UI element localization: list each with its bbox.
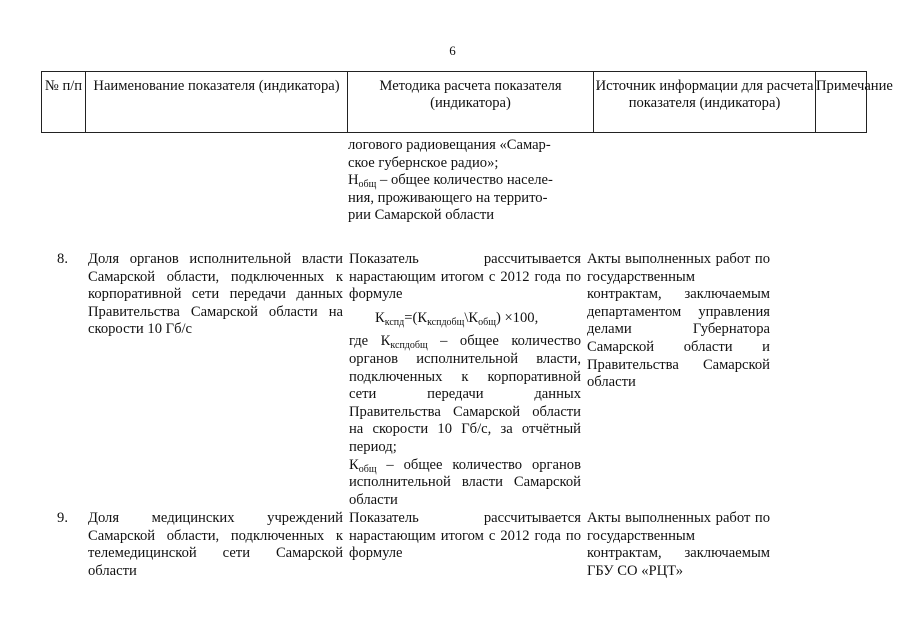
header-col-method: Методика расчета показателя (индикатора) xyxy=(347,72,593,132)
continued-method-text xyxy=(348,137,580,225)
row8-indicator-name: Доля органов исполнительной власти Самарской области, подключенных к корпоративной сети передачи данных Правительства Самарской области на скорости 10 Гб/с xyxy=(88,251,343,338)
row8-method-where: где $К_{кспдобщ}$ – общее количество органов исполнительной власти, подключенных к корпоративной сети передачи данных Правительства Самарской области на скорости 10 Гб/с, за отчётный период; xyxy=(349,333,581,455)
row8-source: Акты выполненных работ по государственным контрактам, заключаемым департаментом управления делами Губернатора Самарской области и Правительства Самарской области xyxy=(587,251,770,391)
header-col-note: Примечание xyxy=(815,72,866,132)
continued-line: $Н_{общ}$ – общее количество населе- xyxy=(348,172,553,191)
row8-method-intro: Показатель рассчитывается нарастающим итогом с 2012 года по формуле xyxy=(349,251,581,303)
row8-method xyxy=(349,251,581,509)
row8-number: 8. xyxy=(57,251,68,267)
continued-line: ния, проживающего на террито- xyxy=(348,189,548,206)
row8-formula: $К_{кспд}=(К_{кспдобщ}\backslash К_{общ}) \times 100$, xyxy=(375,309,539,328)
row9-indicator-name: Доля медицинских учреждений Самарской области, подключенных к телемедицинской сети Самарской области xyxy=(88,510,343,579)
continued-line: рии Самарской области xyxy=(348,207,495,224)
header-col-name: Наименование показателя (индикатора) xyxy=(85,72,347,132)
row9-source: Акты выполненных работ по государственным контрактам, заключаемым ГБУ СО «РЦТ» xyxy=(587,510,770,579)
row8-method-total: $К_{общ}$ – общее количество органов исполнительной власти Самарской области xyxy=(349,456,581,508)
row9-number: 9. xyxy=(57,510,68,526)
table-header xyxy=(41,71,893,133)
page-number: 6 xyxy=(449,43,456,58)
continued-line: ское губернское радио»; xyxy=(348,154,499,171)
header-col-number: № п/п xyxy=(44,78,83,94)
row9-method: Показатель рассчитывается нарастающим итогом с 2012 года по формуле xyxy=(349,510,581,562)
continued-line: логового радиовещания «Самар- xyxy=(348,137,551,153)
header-col-source: Источник информации для расчета показателя (индикатора) xyxy=(593,72,815,132)
